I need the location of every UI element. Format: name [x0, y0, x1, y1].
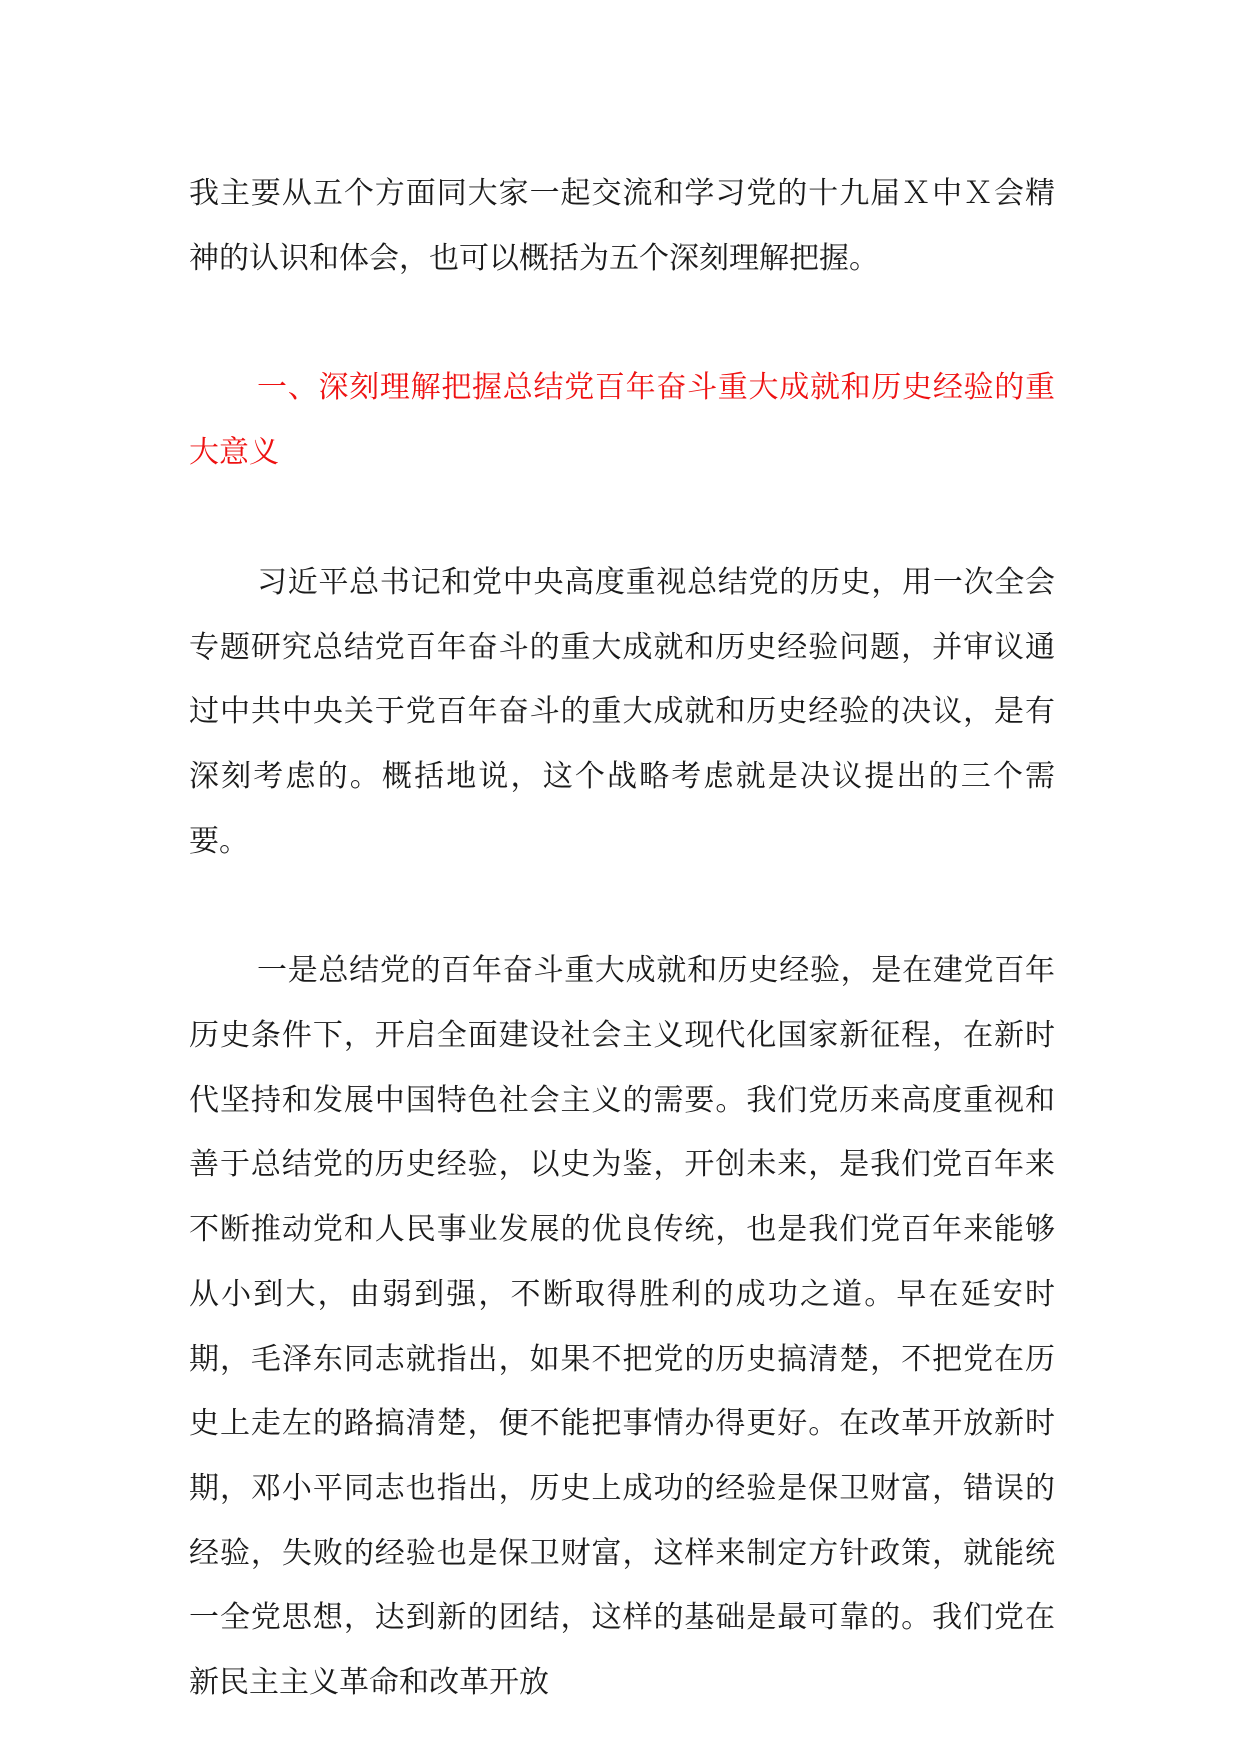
- paragraph-gap: [189, 291, 1055, 356]
- paragraph-gap: [189, 486, 1055, 551]
- body-paragraph: 习近平总书记和党中央高度重视总结党的历史，用一次全会专题研究总结党百年奋斗的重大成就和历史经验问题，并审议通过中共中央关于党百年奋斗的重大成就和历史经验的决议，是有深刻考虑的。概括地说，这个战略考虑就是决议提出的三个需要。: [189, 564, 1055, 859]
- document-body: [189, 162, 1055, 1716]
- body-paragraph: 一是总结党的百年奋斗重大成就和历史经验，是在建党百年历史条件下，开启全面建设社会主义现代化国家新征程，在新时代坚持和发展中国特色社会主义的需要。我们党历来高度重视和善于总结党的历史经验，以史为鉴，开创未来，是我们党百年来不断推动党和人民事业发展的优良传统，也是我们党百年来能够从小到大，由弱到强，不断取得胜利的成功之道。早在延安时期，毛泽东同志就指出，如果不把党的历史搞清楚，不把党在历史上走左的路搞清楚，便不能把事情办得更好。在改革开放新时期，邓小平同志也指出，历史上成功的经验是保卫财富，错误的经验，失败的经验也是保卫财富，这样来制定方针政策，就能统一全党思想，达到新的团结，这样的基础是最可靠的。我们党在新民主主义革命和改革开放: [189, 953, 1055, 1701]
- paragraph-gap: [189, 874, 1055, 939]
- intro-paragraph: 我主要从五个方面同大家一起交流和学习党的十九届Ｘ中Ｘ会精神的认识和体会，也可以概括为五个深刻理解把握。: [189, 176, 1055, 276]
- section-heading: 一、深刻理解把握总结党百年奋斗重大成就和历史经验的重大意义: [189, 370, 1055, 471]
